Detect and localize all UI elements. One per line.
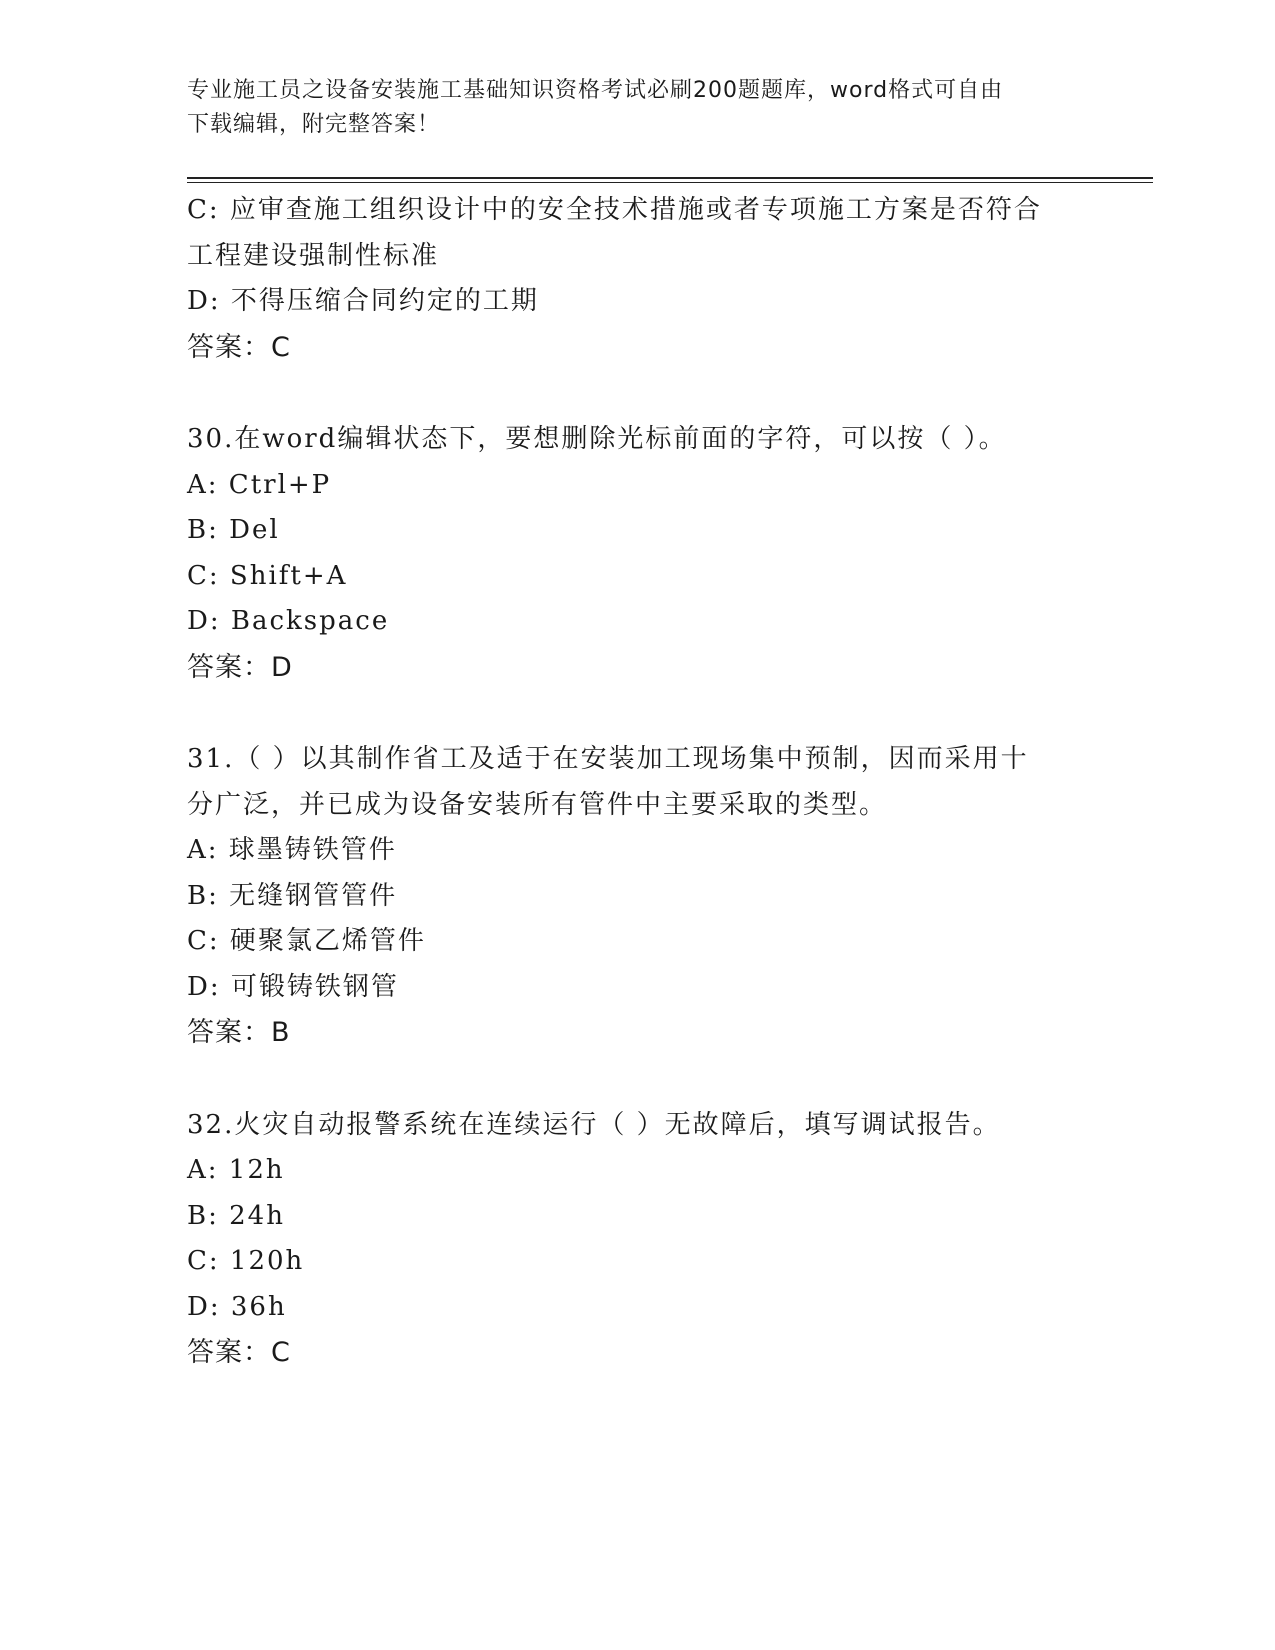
spacer	[187, 690, 1087, 737]
answer-31: 答案：B	[187, 1017, 291, 1048]
option-c-line-2: 工程建设强制性标准	[187, 240, 440, 271]
question-30	[187, 417, 1087, 690]
document-header	[187, 74, 1067, 142]
option-c: C: 120h	[187, 1246, 305, 1276]
option-b: B: 无缝钢管管件	[187, 880, 398, 911]
question-stem-line-1: 31.（ ）以其制作省工及适于在安装加工现场集中预制，因而采用十	[187, 744, 1029, 774]
option-d: D: Backspace	[187, 606, 390, 636]
option-d: D: 不得压缩合同约定的工期	[187, 286, 539, 316]
option-c: C: Shift+A	[187, 560, 348, 591]
option-c: C: 硬聚氯乙烯管件	[187, 926, 426, 956]
question-content	[187, 188, 1087, 1376]
question-31	[187, 737, 1087, 1056]
spacer	[187, 1056, 1087, 1103]
header-divider-thick	[187, 177, 1153, 179]
option-c-line-1: C: 应审查施工组织设计中的安全技术措施或者专项施工方案是否符合	[187, 195, 1042, 225]
question-29-continued	[187, 188, 1087, 370]
answer-32: 答案：C	[187, 1337, 291, 1368]
header-divider-thin	[187, 182, 1153, 183]
question-stem: 32.火灾自动报警系统在连续运行（ ）无故障后，填写调试报告。	[187, 1109, 1001, 1140]
option-a: A: 12h	[187, 1155, 285, 1185]
question-32	[187, 1103, 1087, 1376]
option-b: B: 24h	[187, 1200, 285, 1231]
answer-30: 答案：D	[187, 651, 293, 683]
answer-29: 答案：C	[187, 331, 291, 363]
question-stem-line-2: 分广泛，并已成为设备安装所有管件中主要采取的类型。	[187, 789, 888, 820]
option-b: B: Del	[187, 515, 280, 545]
option-d: D: 可锻铸铁钢管	[187, 971, 399, 1002]
option-d: D: 36h	[187, 1291, 287, 1322]
option-a: A: Ctrl+P	[187, 469, 332, 500]
header-title-line-2: 下载编辑，附完整答案！	[187, 112, 441, 137]
spacer	[187, 370, 1087, 417]
question-stem: 30.在word编辑状态下，要想删除光标前面的字符，可以按（ ）。	[187, 424, 1007, 454]
option-a: A: 球墨铸铁管件	[187, 835, 397, 865]
header-title-line-1: 专业施工员之设备安装施工基础知识资格考试必刷200题题库，word格式可自由	[187, 78, 1004, 103]
